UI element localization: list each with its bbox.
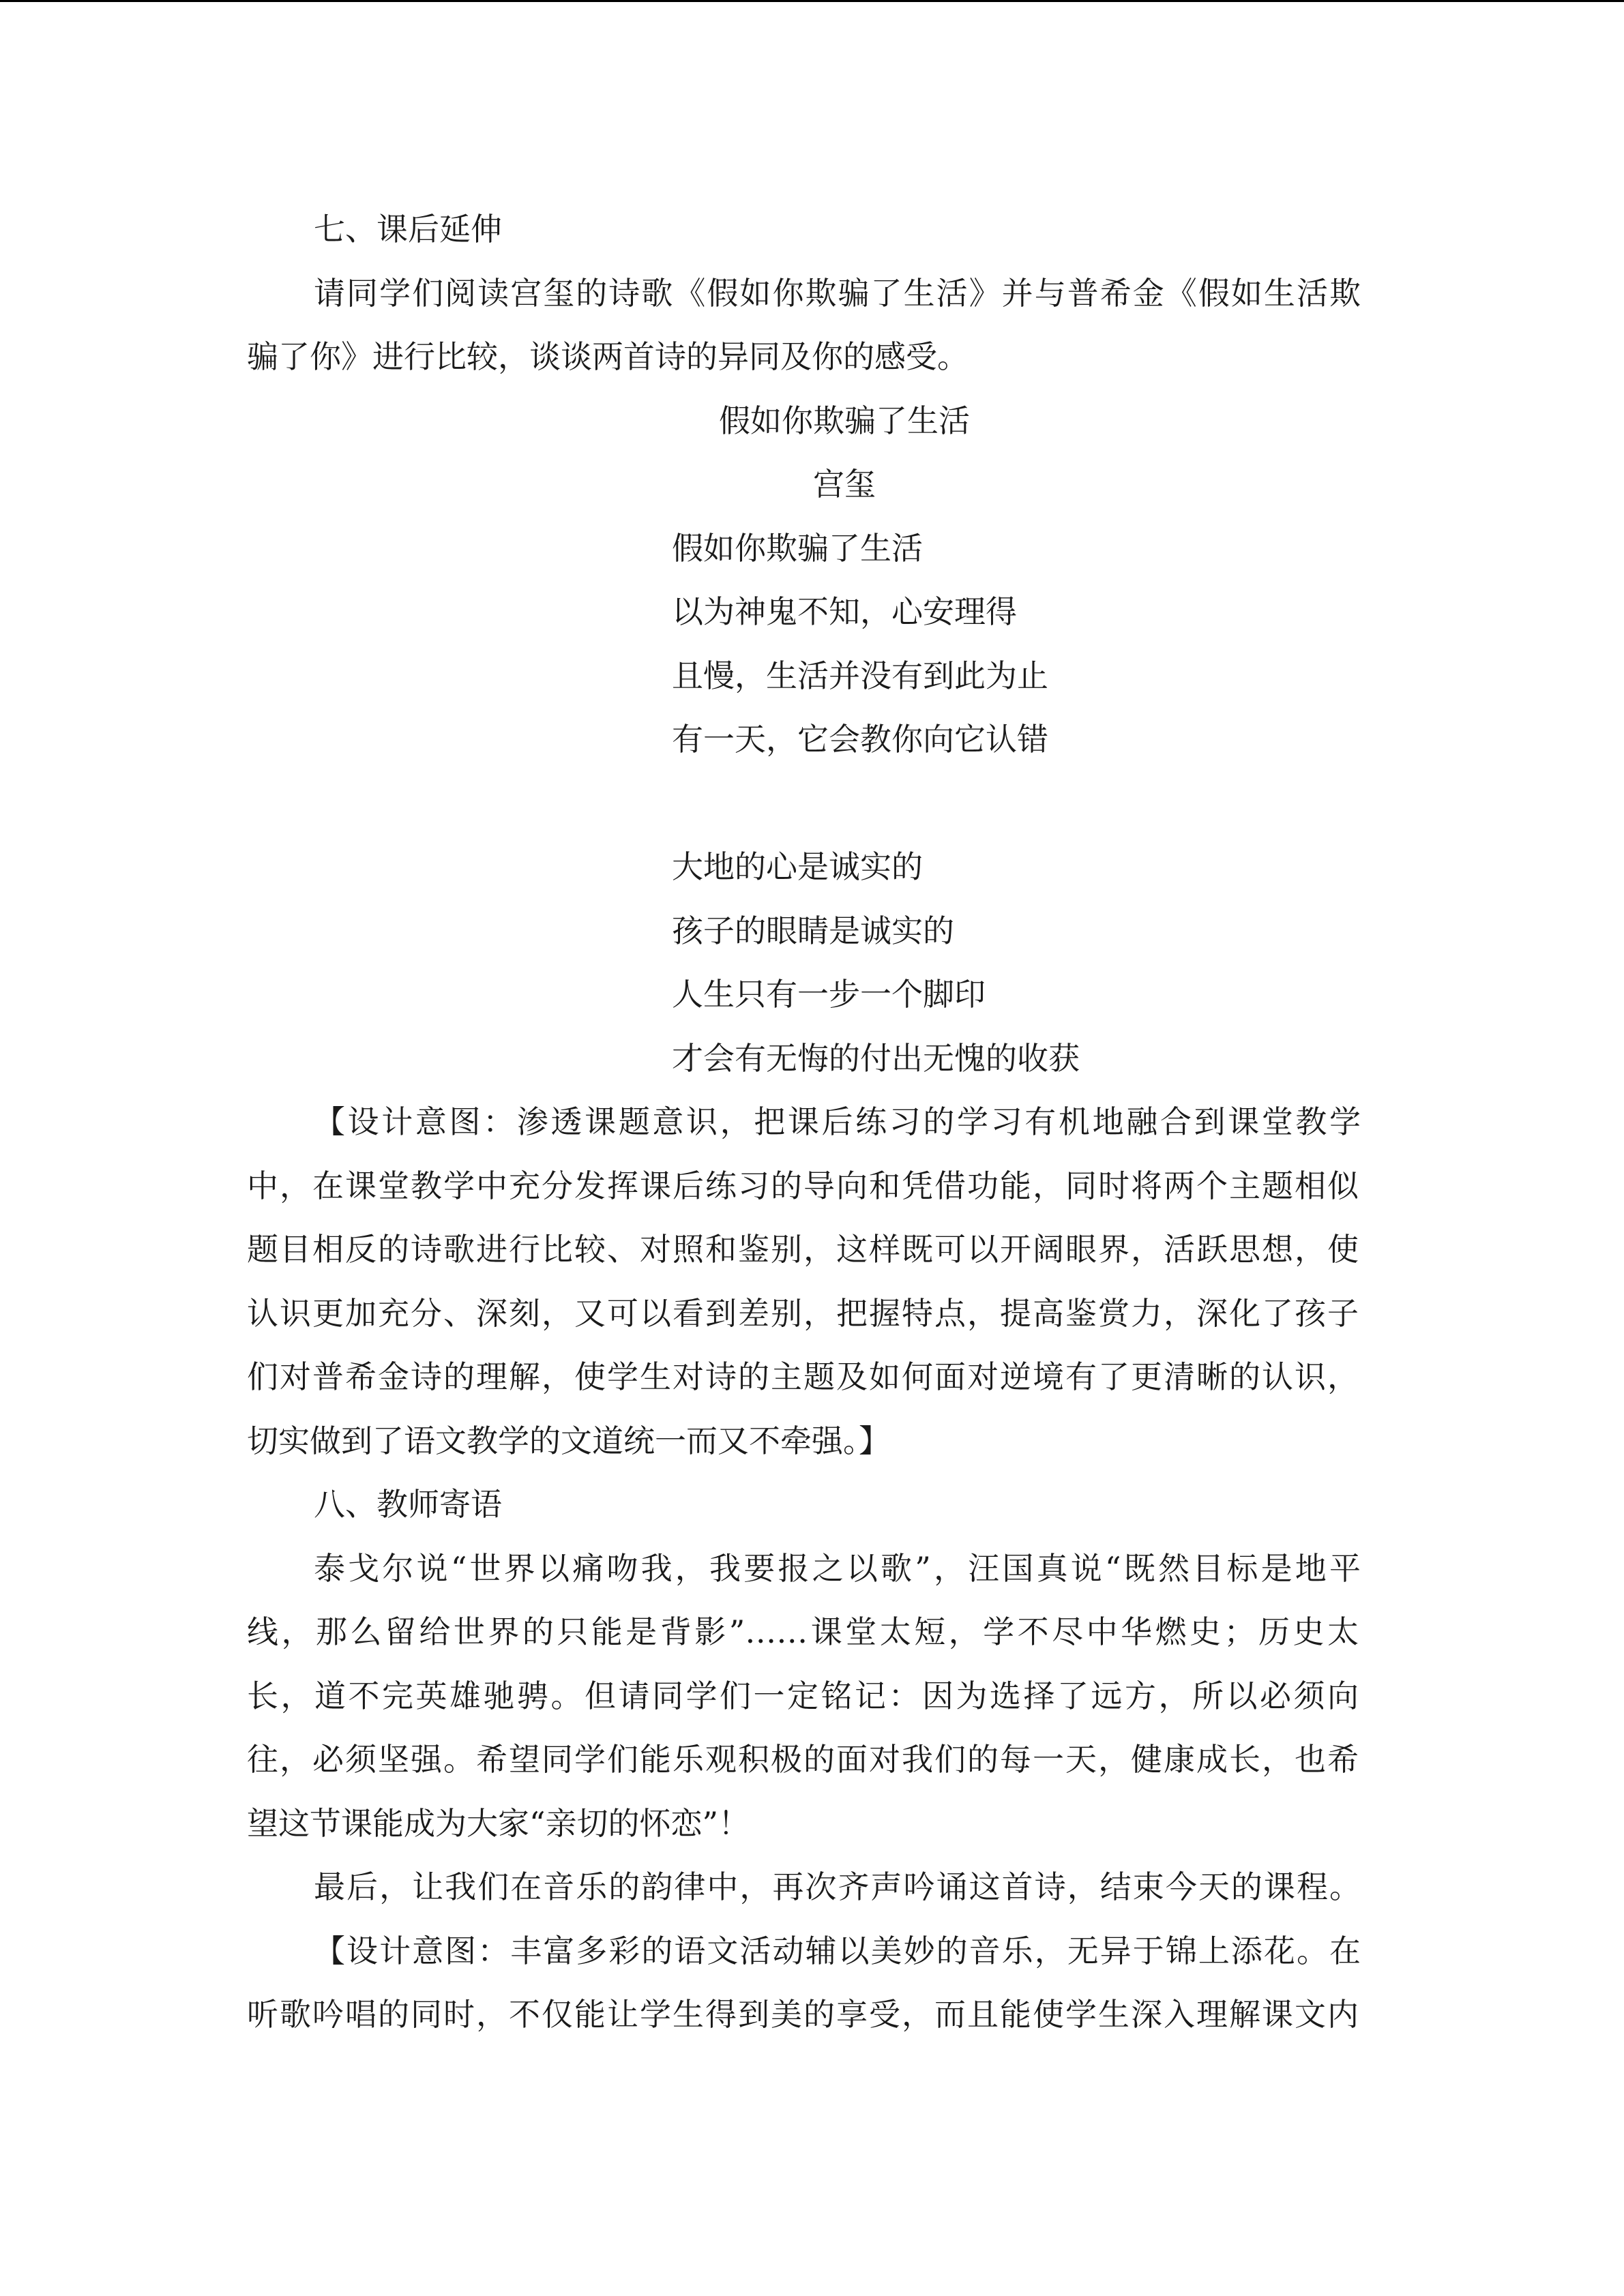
- poem-line: 大地的心是诚实的: [672, 848, 923, 885]
- page-top-border: [0, 0, 1624, 2]
- poem-line: 孩子的眼睛是诚实的: [672, 912, 954, 949]
- design-intent-2-line: 听歌吟唱的同时，不仅能让学生得到美的享受，而且能使学生深入理解课文内: [247, 1996, 1359, 2033]
- section8-paragraph-line: 泰戈尔说“世界以痛吻我，我要报之以歌”，汪国真说“既然目标是地平: [314, 1550, 1361, 1587]
- section7-intro-line-1: 请同学们阅读宫玺的诗歌《假如你欺骗了生活》并与普希金《假如生活欺: [314, 275, 1361, 312]
- design-intent-1-line: 们对普希金诗的理解，使学生对诗的主题及如何面对逆境有了更清晰的认识，: [247, 1358, 1359, 1395]
- section8-closing: 最后，让我们在音乐的韵律中，再次齐声吟诵这首诗，结束今天的课程。: [314, 1868, 1361, 1905]
- poem-title: 假如你欺骗了生活: [719, 402, 970, 439]
- section7-intro-line-2: 骗了你》进行比较，谈谈两首诗的异同及你的感受。: [247, 338, 969, 375]
- poem-line: 有一天，它会教你向它认错: [672, 721, 1048, 758]
- poem-line: 以为神鬼不知，心安理得: [672, 593, 1017, 630]
- design-intent-1-line: 【设计意图：渗透课题意识，把课后练习的学习有机地融合到课堂教学: [314, 1103, 1361, 1140]
- section8-paragraph-line: 望这节课能成为大家“亲切的怀恋”！: [247, 1805, 750, 1842]
- poem-line: 假如你欺骗了生活: [672, 530, 923, 567]
- section-heading-7: 七、课后延伸: [314, 211, 502, 248]
- poem-line: 人生只有一步一个脚印: [672, 976, 986, 1013]
- poem-author: 宫玺: [813, 466, 876, 503]
- design-intent-1-line: 切实做到了语文教学的文道统一而又不牵强。】: [247, 1422, 890, 1459]
- section8-paragraph-line: 长，道不完英雄驰骋。但请同学们一定铭记：因为选择了远方，所以必须向: [247, 1678, 1359, 1714]
- design-intent-1-line: 中，在课堂教学中充分发挥课后练习的导向和凭借功能，同时将两个主题相似: [247, 1167, 1359, 1204]
- design-intent-1-line: 题目相反的诗歌进行比较、对照和鉴别，这样既可以开阔眼界，活跃思想，使: [247, 1231, 1359, 1268]
- section8-paragraph-line: 线，那么留给世界的只能是背影”……课堂太短，学不尽中华燃史；历史太: [247, 1613, 1359, 1650]
- section-heading-8: 八、教师寄语: [314, 1486, 502, 1523]
- design-intent-2-line: 【设计意图：丰富多彩的语文活动辅以美妙的音乐，无异于锦上添花。在: [314, 1933, 1361, 1969]
- poem-line: 且慢，生活并没有到此为止: [672, 657, 1048, 694]
- design-intent-1-line: 认识更加充分、深刻，又可以看到差别，把握特点，提高鉴赏力，深化了孩子: [247, 1295, 1359, 1332]
- poem-line: 才会有无悔的付出无愧的收获: [672, 1040, 1080, 1077]
- section8-paragraph-line: 往，必须坚强。希望同学们能乐观积极的面对我们的每一天，健康成长，也希: [247, 1741, 1359, 1778]
